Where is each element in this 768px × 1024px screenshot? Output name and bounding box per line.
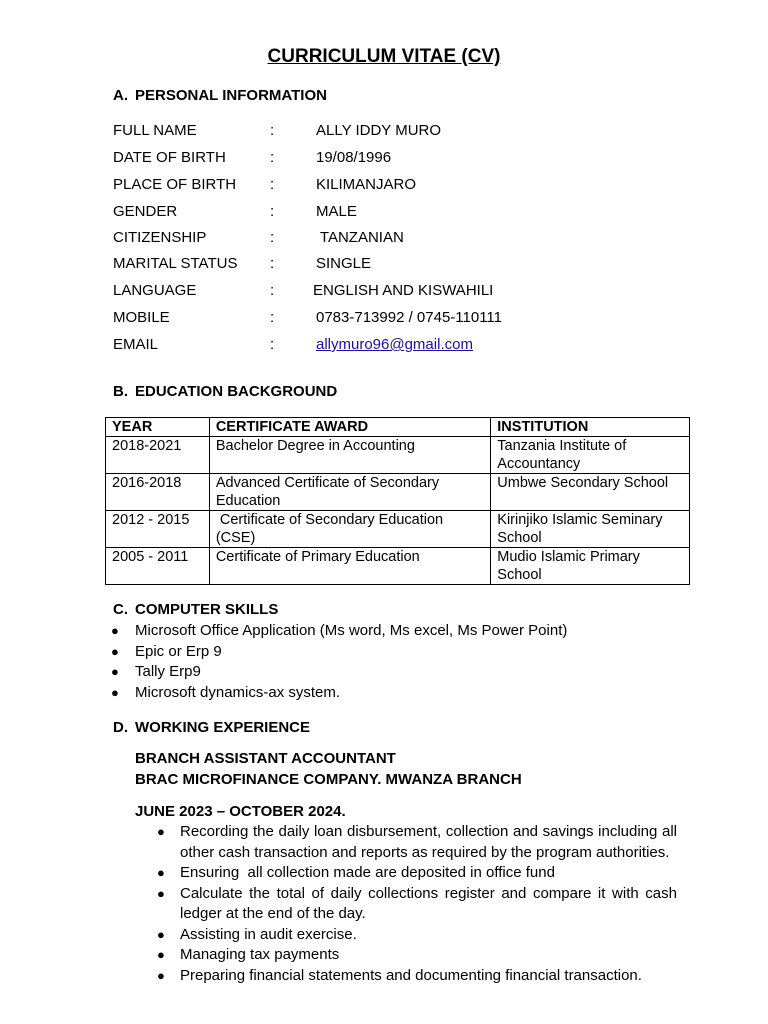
bullet-icon: ●: [157, 926, 165, 942]
field-colon: :: [270, 122, 275, 139]
field-colon: :: [270, 336, 275, 353]
skill-text: Microsoft Office Application (Ms word, Ms excel, Ms Power Point): [135, 622, 568, 639]
section-heading-computer-skills: [113, 601, 278, 618]
table-row: [106, 511, 690, 548]
table-row: [106, 474, 690, 511]
table-header-row: [106, 418, 690, 437]
cell-certificate: Certificate of Secondary Education (CSE): [209, 511, 490, 548]
bullet-icon: ●: [111, 684, 119, 700]
duties-list: [157, 822, 677, 986]
bullet-icon: ●: [157, 967, 165, 983]
bullet-icon: ●: [111, 664, 119, 679]
section-letter: C.: [113, 601, 128, 618]
field-value: SINGLE: [316, 255, 372, 272]
list-item: [157, 884, 677, 925]
list-item: [157, 966, 677, 987]
cell-certificate: Advanced Certificate of Secondary Education: [209, 474, 490, 511]
duty-text: Assisting in audit exercise.: [180, 925, 357, 943]
list-item: [157, 925, 677, 946]
section-letter: A.: [113, 87, 128, 104]
skill-text: Tally Erp9: [135, 663, 201, 680]
field-colon: :: [270, 309, 275, 326]
field-colon: :: [270, 229, 275, 246]
column-header-institution: INSTITUTION: [491, 418, 690, 437]
section-heading-personal: [113, 87, 327, 104]
list-item: [111, 662, 567, 683]
section-title: EDUCATION BACKGROUND: [135, 383, 338, 400]
field-label: MOBILE: [113, 309, 170, 326]
cell-institution: Kirinjiko Islamic Seminary School: [491, 511, 690, 548]
job-title: BRANCH ASSISTANT ACCOUNTANT: [135, 750, 396, 767]
table-row: [106, 437, 690, 474]
field-label: PLACE OF BIRTH: [113, 176, 237, 193]
table-row: [106, 548, 690, 585]
section-heading-working-experience: [113, 719, 310, 736]
field-value: KILIMANJARO: [316, 176, 417, 193]
field-colon: :: [270, 282, 275, 299]
email-link[interactable]: allymuro96@gmail.com: [316, 336, 473, 353]
cell-institution: Umbwe Secondary School: [491, 474, 690, 511]
field-label: CITIZENSHIP: [113, 229, 207, 246]
company-name: BRAC MICROFINANCE COMPANY. MWANZA BRANCH: [135, 771, 522, 788]
cell-year: 2012 - 2015: [106, 511, 210, 548]
list-item: [157, 863, 677, 884]
duty-text: Managing tax payments: [180, 946, 340, 963]
cell-year: 2005 - 2011: [106, 548, 210, 585]
cell-certificate: Bachelor Degree in Accounting: [209, 437, 490, 474]
bullet-icon: ●: [111, 623, 119, 638]
cell-institution: Mudio Islamic Primary School: [491, 548, 690, 585]
field-label: MARITAL STATUS: [113, 255, 238, 272]
field-colon: :: [270, 255, 275, 272]
field-label: FULL NAME: [113, 122, 197, 139]
cell-year: 2016-2018: [106, 474, 210, 511]
field-label: LANGUAGE: [113, 282, 197, 299]
section-letter: D.: [113, 719, 128, 736]
field-value: MALE: [316, 203, 357, 220]
page-title: CURRICULUM VITAE (CV): [267, 46, 501, 67]
cell-year: 2018-2021: [106, 437, 210, 474]
section-title: WORKING EXPERIENCE: [135, 719, 311, 736]
duty-text: Recording the daily loan disbursement, collection and savings including all other cash transaction and reports as required by the program authorities.: [180, 823, 677, 861]
field-value: 19/08/1996: [316, 149, 392, 166]
field-label: DATE OF BIRTH: [113, 149, 226, 166]
list-item: [157, 945, 677, 966]
column-header-year: YEAR: [106, 418, 210, 437]
field-colon: :: [270, 149, 275, 166]
list-item: [111, 642, 567, 663]
field-value: ALLY IDDY MURO: [316, 122, 442, 139]
bullet-icon: ●: [157, 947, 165, 962]
employment-period: JUNE 2023 – OCTOBER 2024.: [135, 803, 346, 820]
education-table: [105, 417, 690, 585]
field-label: GENDER: [113, 203, 178, 220]
section-title: PERSONAL INFORMATION: [135, 87, 327, 104]
cell-certificate: Certificate of Primary Education: [209, 548, 490, 585]
field-label: EMAIL: [113, 336, 159, 353]
bullet-icon: ●: [157, 885, 165, 901]
bullet-icon: ●: [111, 643, 119, 659]
cell-institution: Tanzania Institute of Accountancy: [491, 437, 690, 474]
section-title: COMPUTER SKILLS: [135, 601, 279, 618]
section-heading-education: [113, 383, 337, 400]
field-value: TANZANIAN: [316, 229, 404, 246]
list-item: [111, 621, 568, 642]
bullet-icon: ●: [157, 865, 165, 880]
duty-text: Calculate the total of daily collections register and compare it with cash ledger at the end of the day.: [180, 884, 677, 922]
skill-text: Microsoft dynamics-ax system.: [135, 683, 341, 701]
field-value: 0783-713992 / 0745-110111: [316, 309, 502, 326]
field-value: ENGLISH AND KISWAHILI: [313, 282, 494, 299]
duty-text: Preparing financial statements and documenting financial transaction.: [180, 966, 642, 984]
skill-text: Epic or Erp 9: [135, 642, 222, 660]
list-item: [157, 822, 677, 863]
skills-list: [111, 621, 568, 703]
field-colon: :: [270, 176, 275, 193]
section-letter: B.: [113, 383, 128, 400]
duty-text: Ensuring all collection made are deposited in office fund: [180, 864, 555, 881]
bullet-icon: ●: [157, 824, 165, 839]
column-header-certificate: CERTIFICATE AWARD: [209, 418, 490, 437]
field-colon: :: [270, 203, 275, 220]
list-item: [111, 683, 567, 704]
